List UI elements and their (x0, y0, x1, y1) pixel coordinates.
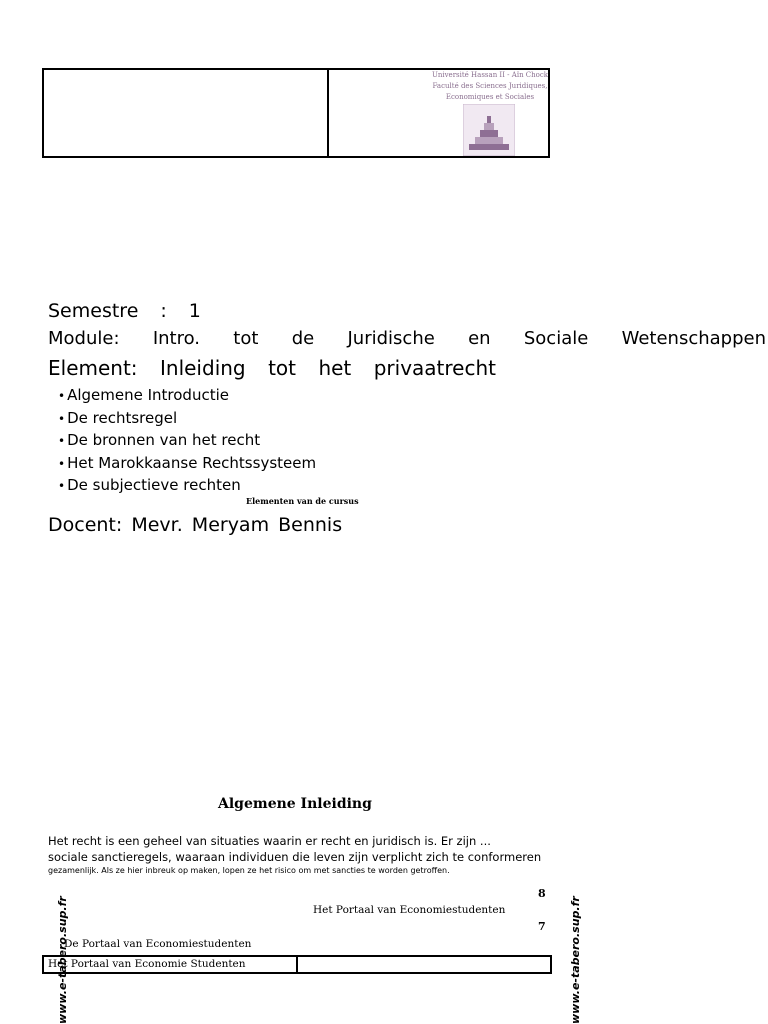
header-divider (327, 68, 329, 158)
page-number-top: 8 (538, 887, 546, 900)
page-number-bottom: 7 (538, 920, 546, 933)
module-line: Module: Intro. tot de Juridische en Sociale Wetenschappen (48, 328, 766, 349)
course-elements-list (58, 384, 316, 497)
list-item: • De bronnen van het recht (58, 429, 316, 452)
intro-paragraph-line-2: sociale sanctieregels, waaraan individuen die leven zijn verplicht zich te conformeren (48, 850, 542, 864)
elements-caption: Elementen van de cursus (246, 496, 359, 506)
footer-divider (296, 955, 298, 974)
docent-line: Docent: Mevr. Meryam Bennis (48, 514, 343, 536)
list-item: • De rechtsregel (58, 407, 316, 430)
element-line: Element: Inleiding tot het privaatrecht (48, 356, 496, 380)
intro-paragraph-line-3: gezamenlijk. Als ze hier inbreuk op maken, lopen ze het risico om met sancties te worden getroffen. (48, 866, 450, 875)
list-item: • Het Marokkaanse Rechtssysteem (58, 452, 316, 475)
watermark-left: www.e-tabero.sup.fr (56, 896, 69, 1024)
portal-caption-left: De Portaal van Economiestudenten (64, 938, 252, 950)
footer-box-text: Het Portaal van Economie Studenten (48, 958, 246, 970)
watermark-right: www.e-tabero.sup.fr (569, 896, 582, 1024)
portal-caption-center: Het Portaal van Economiestudenten (313, 904, 506, 916)
list-item: • Algemene Introductie (58, 384, 316, 407)
intro-paragraph-line-1: Het recht is een geheel van situaties waarin er recht en juridisch is. Er zijn ... (48, 834, 491, 848)
section-title: Algemene Inleiding (218, 796, 372, 812)
list-item: • De subjectieve rechten (58, 474, 316, 497)
university-name: Université Hassan II - Aïn Chock Faculté des Sciences Juridiques, Economiques et Sociales (431, 71, 549, 101)
semestre-line: Semestre : 1 (48, 300, 201, 322)
university-logo-icon (463, 104, 515, 156)
